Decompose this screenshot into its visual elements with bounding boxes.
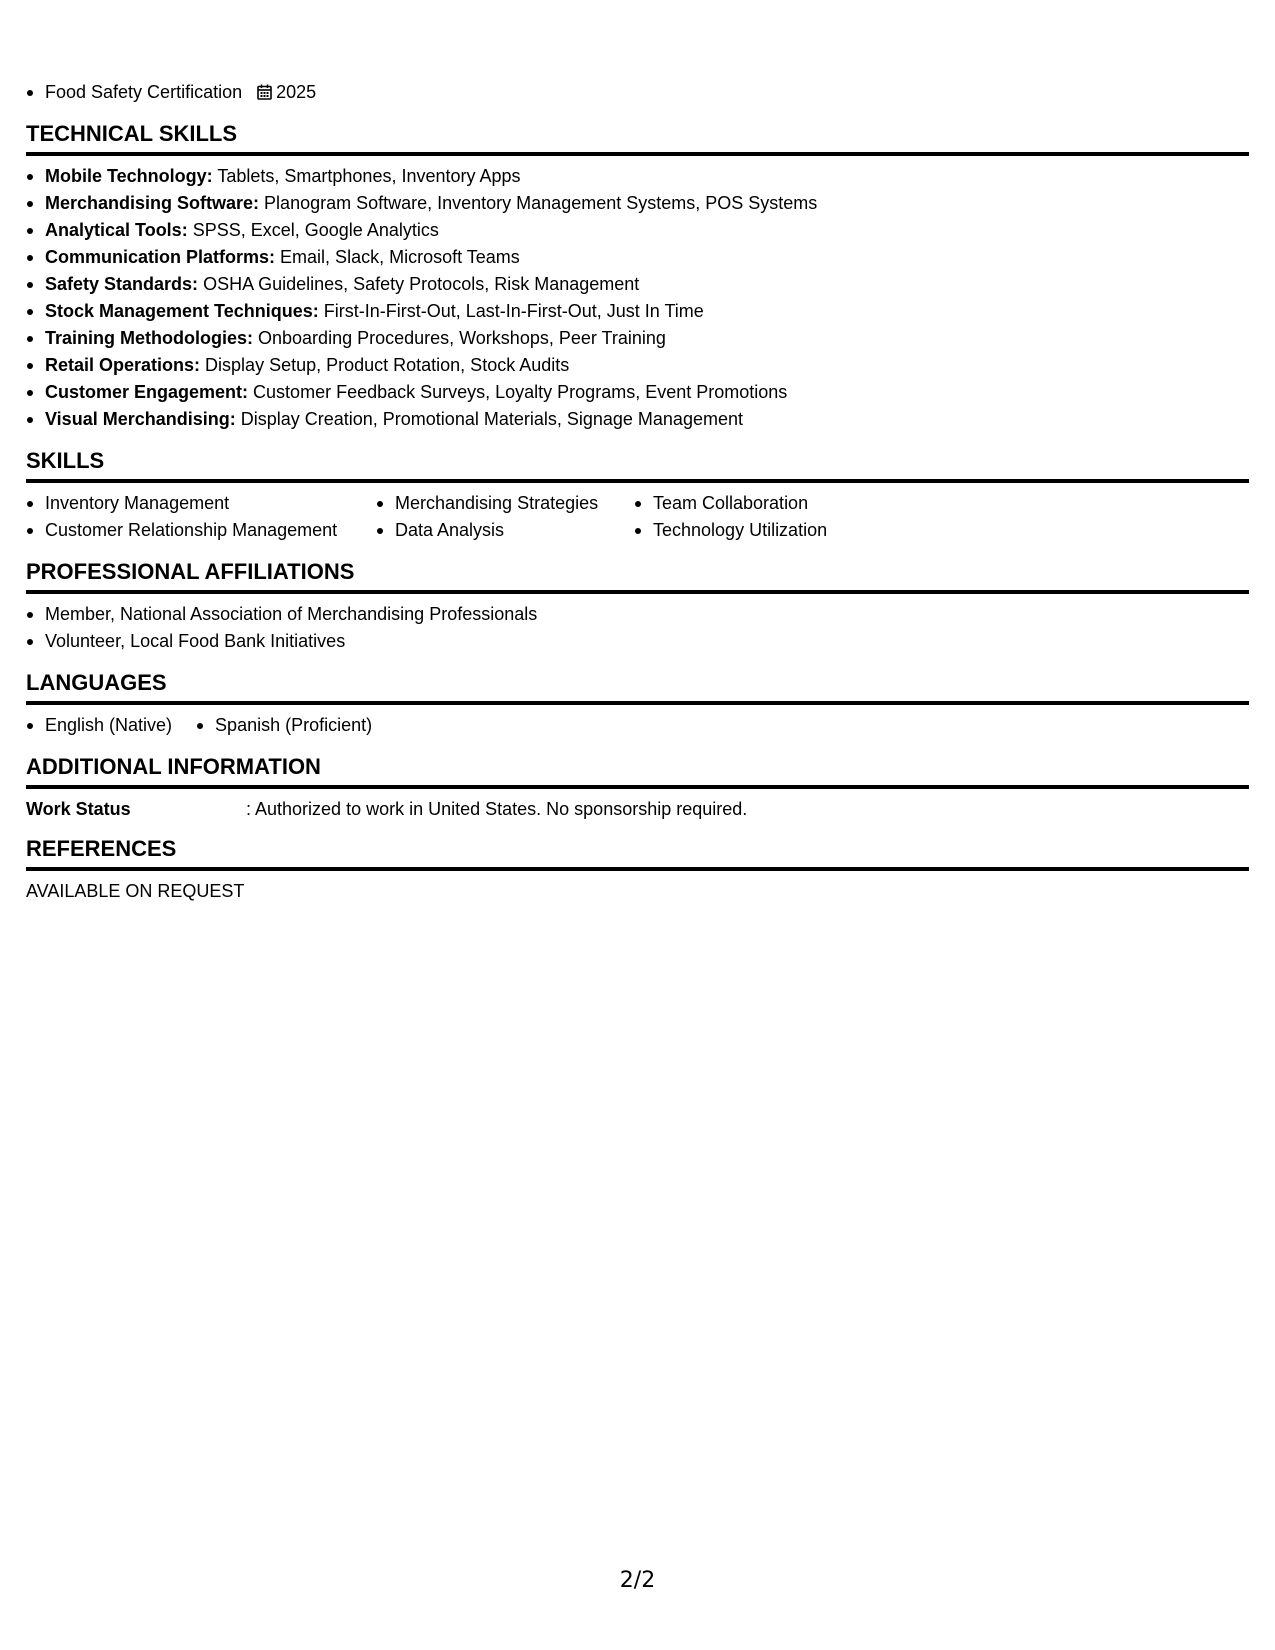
skill-category: Retail Operations: xyxy=(45,355,201,375)
skill-category: Safety Standards: xyxy=(45,274,199,294)
additional-info-section xyxy=(26,754,1249,823)
resume-page xyxy=(26,0,1249,1650)
list-item: Merchandising Strategies xyxy=(376,490,634,517)
references-section xyxy=(26,836,1249,905)
languages-list xyxy=(26,712,1249,739)
technical-skills-section xyxy=(26,121,1249,433)
section-title: PROFESSIONAL AFFILIATIONS xyxy=(26,559,1249,594)
skill-values: Display Creation, Promotional Materials, Signage Management xyxy=(240,409,743,429)
work-status-row xyxy=(26,789,1249,823)
certification-name: Food Safety Certification xyxy=(45,82,243,102)
list-item: Data Analysis xyxy=(376,517,634,544)
skill-values: OSHA Guidelines, Safety Protocols, Risk Management xyxy=(203,274,640,294)
skills-section xyxy=(26,448,1249,544)
skill-category: Analytical Tools: xyxy=(45,220,188,240)
list-item xyxy=(26,406,1249,433)
list-item xyxy=(26,217,1249,244)
list-item xyxy=(26,325,1249,352)
skills-column xyxy=(634,490,884,544)
skill-category: Training Methodologies: xyxy=(45,328,253,348)
skill-values: Display Setup, Product Rotation, Stock Audits xyxy=(205,355,570,375)
skills-column xyxy=(26,490,376,544)
section-title: TECHNICAL SKILLS xyxy=(26,121,1249,156)
section-title: REFERENCES xyxy=(26,836,1249,871)
list-item xyxy=(26,190,1249,217)
skill-category: Merchandising Software: xyxy=(45,193,260,213)
certification-item xyxy=(26,79,316,108)
skill-category: Mobile Technology: xyxy=(45,166,213,186)
list-item xyxy=(26,271,1249,298)
certification-list xyxy=(26,79,316,108)
list-item: English (Native) xyxy=(26,712,172,739)
list-item: Technology Utilization xyxy=(634,517,884,544)
list-item xyxy=(26,244,1249,271)
list-item: Inventory Management xyxy=(26,490,376,517)
page-number: 2/2 xyxy=(619,1568,656,1593)
affiliations-list xyxy=(26,601,1249,655)
skills-column xyxy=(376,490,634,544)
list-item xyxy=(26,163,1249,190)
skills-columns xyxy=(26,483,1249,544)
references-text: AVAILABLE ON REQUEST xyxy=(26,881,245,901)
calendar-icon xyxy=(257,81,272,108)
list-item: Team Collaboration xyxy=(634,490,884,517)
skill-category: Stock Management Techniques: xyxy=(45,301,319,321)
technical-skills-list xyxy=(26,163,1249,433)
work-status-label: Work Status xyxy=(26,799,131,819)
skill-values: SPSS, Excel, Google Analytics xyxy=(192,220,439,240)
list-item: Volunteer, Local Food Bank Initiatives xyxy=(26,628,1249,655)
skill-values: Onboarding Procedures, Workshops, Peer Training xyxy=(258,328,666,348)
section-title: SKILLS xyxy=(26,448,1249,483)
languages-section xyxy=(26,670,1249,739)
skill-values: Customer Feedback Surveys, Loyalty Programs, Event Promotions xyxy=(253,382,788,402)
list-item: Member, National Association of Merchandising Professionals xyxy=(26,601,1249,628)
list-item xyxy=(26,352,1249,379)
section-title: LANGUAGES xyxy=(26,670,1249,705)
skill-category: Visual Merchandising: xyxy=(45,409,236,429)
skill-values: Tablets, Smartphones, Inventory Apps xyxy=(217,166,521,186)
skill-values: First-In-First-Out, Last-In-First-Out, Just In Time xyxy=(323,301,704,321)
work-status-value: : Authorized to work in United States. No sponsorship required. xyxy=(246,799,748,819)
section-title: ADDITIONAL INFORMATION xyxy=(26,754,1249,789)
list-item: Customer Relationship Management xyxy=(26,517,376,544)
affiliations-section xyxy=(26,559,1249,655)
certification-year: 2025 xyxy=(276,82,317,102)
list-item xyxy=(26,379,1249,406)
skill-values: Planogram Software, Inventory Management Systems, POS Systems xyxy=(264,193,818,213)
skill-category: Customer Engagement: xyxy=(45,382,249,402)
skill-category: Communication Platforms: xyxy=(45,247,276,267)
list-item xyxy=(26,298,1249,325)
skill-values: Email, Slack, Microsoft Teams xyxy=(280,247,520,267)
list-item: Spanish (Proficient) xyxy=(196,712,372,739)
